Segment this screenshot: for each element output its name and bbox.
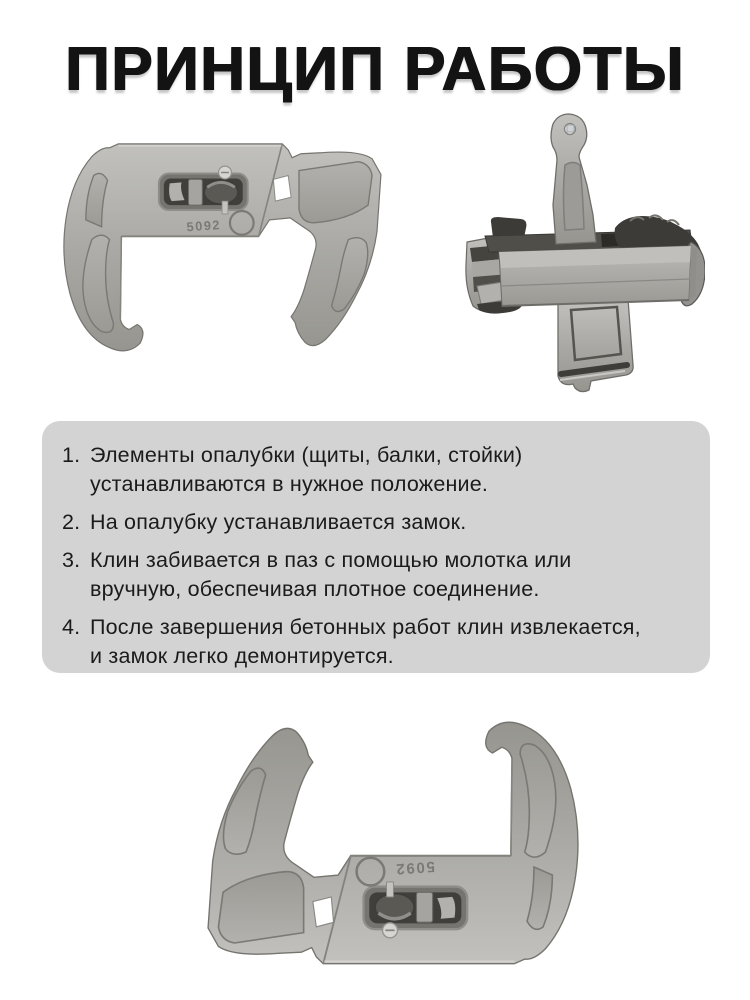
step-line: После завершения бетонных работ клин извлекается, <box>90 615 641 639</box>
step-line: На опалубку устанавливается замок. <box>90 510 467 534</box>
clamp-front-photo <box>62 136 388 363</box>
step-line: и замок легко демонтируется. <box>90 644 394 668</box>
step-number: 3. <box>62 548 81 572</box>
step-line: Клин забивается в паз с помощью молотка или <box>90 548 572 572</box>
clamp-front-rotated-photo <box>200 708 580 973</box>
step-text <box>90 613 641 671</box>
page-title: ПРИНЦИП РАБОТЫ <box>65 35 685 104</box>
step-item-4 <box>62 613 690 671</box>
step-number: 4. <box>62 615 81 639</box>
step-number: 2. <box>62 510 81 534</box>
step-text <box>90 508 466 537</box>
step-item-1 <box>62 441 690 499</box>
step-text <box>90 546 571 604</box>
clamp-side-photo <box>465 110 705 402</box>
steps-panel <box>42 421 710 673</box>
step-line: Элементы опалубки (щиты, балки, стойки) <box>90 443 523 467</box>
step-item-3 <box>62 546 690 604</box>
step-line: вручную, обеспечивая плотное соединение. <box>90 577 540 601</box>
step-text <box>90 441 522 499</box>
step-item-2 <box>62 508 690 537</box>
step-line: устанавливаются в нужное положение. <box>90 472 489 496</box>
step-number: 1. <box>62 443 81 467</box>
